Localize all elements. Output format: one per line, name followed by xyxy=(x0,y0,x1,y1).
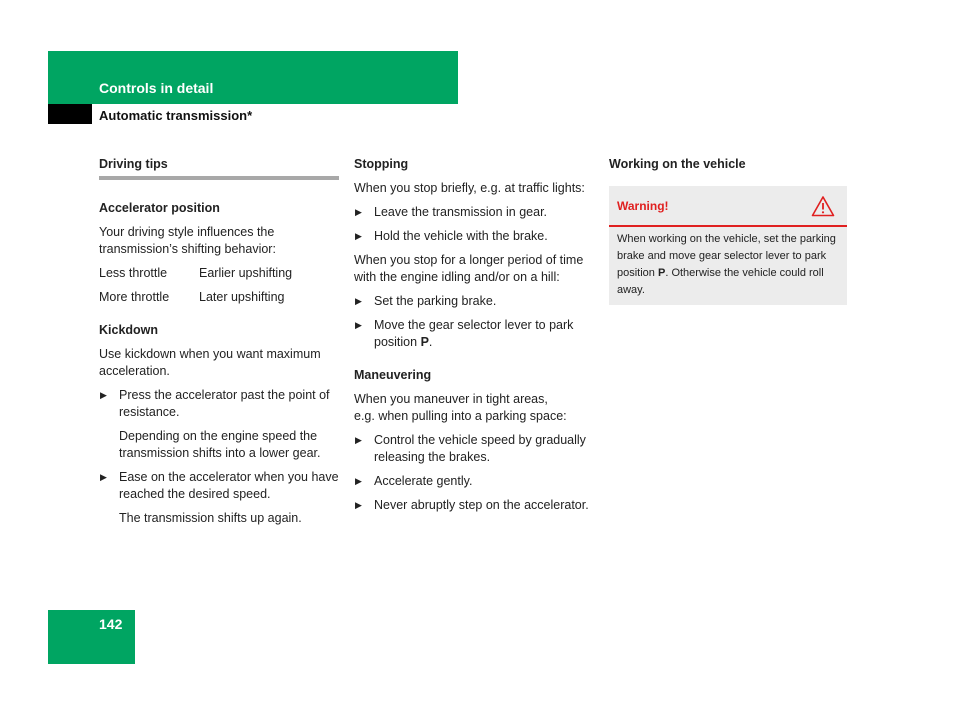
warning-box xyxy=(609,186,847,305)
park-position-letter: P xyxy=(420,335,429,349)
bullet-item xyxy=(354,432,597,466)
column-2 xyxy=(354,156,597,521)
pair-key: More throttle xyxy=(99,290,170,304)
bullet-note: Depending on the engine speed the transmission shifts into a lower gear. xyxy=(119,429,321,460)
warning-label: Warning! xyxy=(617,199,669,213)
stopping-heading: Stopping xyxy=(354,157,409,171)
pair-value: Later upshifting xyxy=(199,290,285,304)
bullet-item xyxy=(354,293,597,310)
bullet-triangle-icon: ▶ xyxy=(355,207,362,217)
bullet-triangle-icon: ▶ xyxy=(355,500,362,510)
working-heading: Working on the vehicle xyxy=(609,157,746,171)
kickdown-heading: Kickdown xyxy=(99,323,159,337)
maneuvering-text xyxy=(354,391,597,425)
accelerator-text: Your driving style influences the transmission’s shifting behavior: xyxy=(99,225,276,256)
bullet-triangle-icon: ▶ xyxy=(100,390,107,400)
maneuvering-text-line: e.g. when pulling into a parking space: xyxy=(354,409,567,423)
warning-text-part: . Otherwise the vehicle could roll away. xyxy=(617,267,824,296)
bullet-text: Ease on the accelerator when you have reached the desired speed. xyxy=(119,470,339,501)
bullet-text: Control the vehicle speed by gradually releasing the brakes. xyxy=(374,433,586,464)
park-position-letter: P xyxy=(657,267,666,279)
bullet-item xyxy=(99,387,339,421)
page-subtitle: Automatic transmission* xyxy=(99,108,253,123)
bullet-text: Press the accelerator past the point of resistance. xyxy=(119,388,330,419)
pair-value: Earlier upshifting xyxy=(199,266,293,280)
bullet-text-part: . xyxy=(428,335,433,349)
bullet-triangle-icon: ▶ xyxy=(355,320,362,330)
bullet-text: Leave the transmission in gear. xyxy=(374,205,548,219)
bullet-text xyxy=(374,318,573,349)
warning-text xyxy=(609,227,847,305)
bullet-text: Set the parking brake. xyxy=(374,294,497,308)
bullet-triangle-icon: ▶ xyxy=(355,476,362,486)
throttle-pair xyxy=(99,289,339,306)
bullet-triangle-icon: ▶ xyxy=(355,231,362,241)
pair-key: Less throttle xyxy=(99,266,168,280)
bullet-item xyxy=(354,497,597,514)
kickdown-text: Use kickdown when you want maximum acceleration. xyxy=(99,347,321,378)
bullet-text: Accelerate gently. xyxy=(374,474,473,488)
bullet-item xyxy=(354,317,597,351)
column-1 xyxy=(99,156,339,534)
bullet-text-part: Move the gear selector lever to park position xyxy=(374,318,574,349)
driving-tips-heading: Driving tips xyxy=(99,156,339,180)
maneuvering-text-line: When you maneuver in tight areas, xyxy=(354,392,548,406)
bullet-triangle-icon: ▶ xyxy=(100,472,107,482)
page-number: 142 xyxy=(99,616,123,632)
bullet-text: Hold the vehicle with the brake. xyxy=(374,229,548,243)
stopping-text: When you stop briefly, e.g. at traffic lights: xyxy=(354,181,585,195)
warning-header xyxy=(609,186,847,227)
bullet-text: Never abruptly step on the accelerator. xyxy=(374,498,589,512)
throttle-pair xyxy=(99,265,339,282)
bullet-triangle-icon: ▶ xyxy=(355,296,362,306)
column-3 xyxy=(609,156,847,305)
maneuvering-heading: Maneuvering xyxy=(354,368,432,382)
section-tab-marker xyxy=(48,104,92,124)
bullet-item xyxy=(354,228,597,245)
bullet-item xyxy=(354,204,597,221)
warning-triangle-icon xyxy=(811,195,835,217)
bullet-item xyxy=(354,473,597,490)
header-band xyxy=(48,51,458,104)
bullet-note: The transmission shifts up again. xyxy=(119,511,302,525)
accelerator-heading: Accelerator position xyxy=(99,201,220,215)
warning-text-part: When working on the vehicle, set the parking brake and move gear selector lever to park position xyxy=(617,233,836,279)
stopping-text-long: When you stop for a longer period of time with the engine idling and/or on a hill: xyxy=(354,253,584,284)
bullet-triangle-icon: ▶ xyxy=(355,435,362,445)
bullet-item xyxy=(99,469,339,503)
section-title: Controls in detail xyxy=(99,80,214,96)
